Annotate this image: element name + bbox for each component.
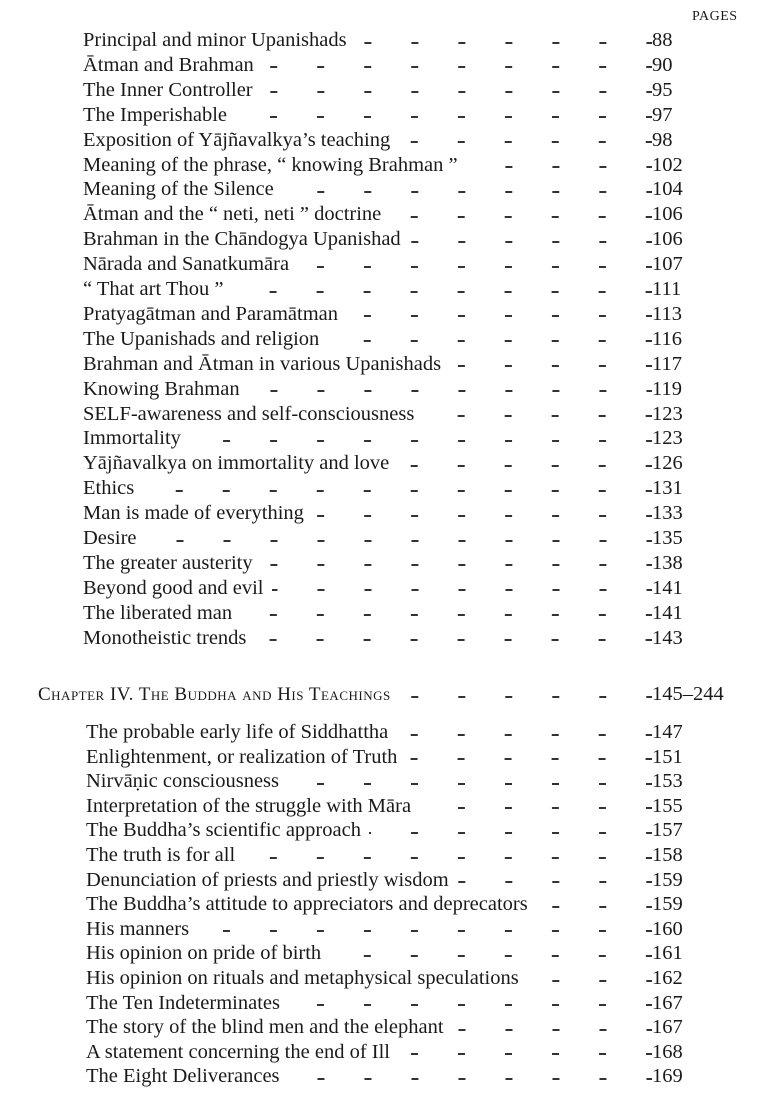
entry-title: The truth is for all	[86, 844, 236, 866]
entry-title: His opinion on pride of birth	[86, 942, 322, 965]
entry-title: SELF-awareness and self-consciousness	[83, 402, 415, 425]
dot-leader	[327, 340, 652, 342]
toc-entry[interactable]	[86, 1040, 710, 1065]
entry-page: 169	[652, 1065, 683, 1088]
dot-leader	[369, 832, 652, 834]
dot-leader	[243, 857, 652, 859]
toc-entry[interactable]	[86, 917, 710, 942]
toc-entry[interactable]	[83, 128, 710, 153]
dot-leader	[254, 639, 652, 641]
toc-entry[interactable]	[83, 377, 710, 402]
entry-title: The liberated man	[83, 601, 233, 624]
entry-title: His opinion on rituals and metaphysical speculations	[86, 967, 519, 989]
entry-title: Enlightenment, or realization of Truth	[86, 745, 398, 768]
entry-title: The greater austerity	[83, 551, 253, 574]
dot-leader	[398, 1053, 652, 1055]
dot-leader	[248, 390, 652, 392]
entry-title: The Eight Deliverances	[86, 1065, 280, 1088]
entry-title: The Inner Controller	[83, 78, 253, 101]
entry-page: 104	[652, 178, 683, 201]
entry-page: 153	[652, 770, 683, 793]
toc-entry[interactable]	[86, 991, 710, 1016]
toc-entry[interactable]	[83, 103, 710, 128]
entry-page: 123	[652, 427, 683, 450]
toc-entry[interactable]	[83, 78, 710, 103]
dot-leader	[142, 490, 652, 492]
toc-entry[interactable]	[83, 277, 710, 302]
toc-entry[interactable]	[83, 426, 710, 451]
dot-leader	[355, 42, 652, 44]
entry-page: 151	[652, 745, 683, 768]
toc-entry[interactable]	[83, 352, 710, 377]
dot-leader	[312, 515, 652, 517]
entry-page: 167	[652, 991, 683, 1014]
entry-title: “ That art Thou ”	[83, 278, 224, 300]
entry-page: 159	[652, 893, 683, 916]
pages-column-header: PAGES	[692, 9, 738, 24]
dot-leader	[398, 141, 652, 143]
dot-leader	[235, 116, 652, 118]
toc-entry[interactable]	[86, 941, 710, 966]
entry-title: Meaning of the phrase, “ knowing Brahman ”	[83, 153, 458, 176]
toc-entry[interactable]	[83, 451, 710, 476]
entry-title: Man is made of everything	[83, 502, 304, 525]
dot-leader	[287, 783, 652, 785]
dot-leader	[288, 1078, 652, 1080]
entry-title: The probable early life of Siddhattha	[86, 721, 389, 743]
chapter-heading[interactable]	[38, 683, 758, 706]
entry-title: Brahman in the Chāndogya Upanishad	[83, 228, 401, 251]
entry-title: Knowing Brahman	[83, 377, 240, 400]
entry-title: The Buddha’s scientific approach	[86, 819, 361, 842]
entry-page: 138	[652, 551, 683, 574]
entry-page: 168	[652, 1040, 683, 1063]
dot-leader	[189, 440, 652, 442]
dot-leader	[405, 758, 652, 760]
entry-page: 116	[652, 327, 682, 350]
toc-entry[interactable]	[83, 252, 710, 277]
toc-entry[interactable]	[83, 177, 710, 202]
entry-title: Monotheistic trends	[83, 626, 247, 649]
entry-title: The Upanishads and religion	[83, 327, 320, 350]
dot-leader	[297, 266, 652, 268]
entry-title: Interpretation of the struggle with Māra	[86, 794, 412, 817]
toc-entry[interactable]	[86, 720, 710, 745]
dot-leader	[466, 166, 652, 168]
dot-leader	[527, 980, 652, 982]
toc-entry[interactable]	[86, 745, 710, 770]
entry-page: 97	[652, 103, 673, 126]
dot-leader	[346, 315, 652, 317]
toc-entry[interactable]	[83, 501, 710, 526]
entry-title: The Buddha’s attitude to appreciators and deprecators	[86, 893, 528, 916]
entry-page: 135	[652, 527, 683, 549]
dot-leader	[261, 564, 652, 566]
toc-entry[interactable]	[86, 769, 710, 794]
entry-page: 157	[652, 819, 683, 842]
entry-title: A statement concerning the end of Ill	[86, 1040, 390, 1063]
chapter-pages: 145–244	[652, 683, 724, 705]
dot-leader	[145, 540, 652, 542]
toc-entry[interactable]	[86, 794, 710, 819]
entry-page: 147	[652, 721, 683, 743]
entry-title: His manners	[86, 917, 190, 940]
toc-entry[interactable]	[83, 601, 710, 626]
entry-page: 113	[652, 302, 682, 325]
toc-entry[interactable]	[83, 202, 710, 227]
entry-title: Brahman and Ātman in various Upanishads	[83, 352, 442, 375]
entry-page: 107	[652, 253, 683, 276]
entry-page: 90	[652, 53, 673, 76]
entry-title: Beyond good and evil	[83, 576, 264, 599]
toc-entry[interactable]	[83, 327, 710, 352]
toc-entry[interactable]	[83, 227, 710, 252]
entry-page: 98	[652, 128, 673, 151]
entry-page: 159	[652, 868, 683, 891]
entry-page: 95	[652, 78, 673, 101]
dot-leader	[409, 241, 652, 243]
dot-leader	[262, 66, 652, 68]
entry-page: 106	[652, 203, 683, 226]
entry-page: 119	[652, 377, 682, 400]
chapter-title: Chapter IV. The Buddha and His Teachings	[38, 683, 391, 705]
toc-entry[interactable]	[86, 1064, 710, 1089]
entry-title: Desire	[83, 527, 137, 549]
entry-title: Meaning of the Silence	[83, 178, 274, 201]
toc-entry[interactable]	[86, 1015, 710, 1040]
toc-entry[interactable]	[83, 476, 710, 501]
entry-title: Yājñavalkya on immortality and love	[83, 452, 390, 475]
dot-leader	[197, 930, 652, 932]
entry-title: The Ten Indeterminates	[86, 991, 280, 1014]
entry-title: Exposition of Yājñavalkya’s teaching	[83, 128, 391, 151]
dot-leader	[231, 291, 652, 293]
dot-leader	[397, 465, 652, 467]
entry-page: 162	[652, 967, 683, 989]
entry-page: 106	[652, 228, 683, 251]
entry-page: 158	[652, 844, 683, 866]
entry-title: Nārada and Sanatkumāra	[83, 253, 290, 276]
entry-page: 131	[652, 477, 683, 500]
entry-page: 126	[652, 452, 683, 475]
entry-page: 167	[652, 1016, 683, 1039]
dot-leader	[452, 1029, 652, 1031]
dot-leader	[396, 734, 652, 736]
entry-page: 111	[652, 278, 682, 300]
entry-page: 161	[652, 942, 683, 965]
toc-entry[interactable]	[83, 526, 710, 551]
toc-entry[interactable]	[83, 626, 710, 651]
dot-leader	[288, 1004, 652, 1006]
entry-page: 123	[652, 402, 683, 425]
entry-title: Denunciation of priests and priestly wisdom	[86, 868, 449, 891]
dot-leader	[536, 906, 652, 908]
dot-leader	[261, 91, 652, 93]
entry-page: 160	[652, 917, 683, 940]
dot-leader	[240, 614, 652, 616]
toc-entry[interactable]	[86, 868, 710, 893]
entry-title: Principal and minor Upanishads	[83, 29, 347, 51]
toc-entry[interactable]	[83, 551, 710, 576]
dot-leader	[399, 696, 652, 698]
toc-entry[interactable]	[83, 402, 710, 427]
dot-leader	[389, 216, 652, 218]
entry-page: 143	[652, 626, 683, 649]
toc-entry[interactable]	[83, 53, 710, 78]
entry-page: 117	[652, 352, 682, 375]
entry-page: 133	[652, 502, 683, 525]
toc-entry[interactable]	[83, 153, 710, 178]
toc-entry[interactable]	[86, 843, 710, 868]
entry-title: The Imperishable	[83, 103, 228, 126]
entry-page: 155	[652, 794, 683, 817]
dot-leader	[457, 881, 652, 883]
dot-leader	[419, 807, 652, 809]
entry-title: Pratyagātman and Paramātman	[83, 302, 339, 325]
entry-title: The story of the blind men and the elephant	[86, 1016, 444, 1039]
dot-leader	[449, 365, 652, 367]
entry-page: 141	[652, 601, 683, 624]
toc-entry[interactable]	[86, 818, 710, 843]
dot-leader	[329, 955, 652, 957]
entry-title: Nirvāṇic consciousness	[86, 770, 279, 793]
entry-title: Immortality	[83, 427, 181, 450]
dot-leader	[282, 191, 652, 193]
entry-title: Ātman and Brahman	[83, 53, 254, 76]
entry-title: Ethics	[83, 477, 135, 500]
toc-entry[interactable]	[83, 28, 710, 53]
entry-page: 102	[652, 153, 683, 176]
entry-page: 141	[652, 576, 683, 599]
toc-entry[interactable]	[83, 302, 710, 327]
entry-page: 88	[652, 29, 673, 51]
toc-entry[interactable]	[86, 966, 710, 991]
dot-leader	[422, 415, 652, 417]
toc-entry[interactable]	[83, 576, 710, 601]
entry-title: Ātman and the “ neti, neti ” doctrine	[83, 203, 382, 226]
dot-leader	[272, 589, 653, 591]
toc-entry[interactable]	[86, 892, 710, 917]
